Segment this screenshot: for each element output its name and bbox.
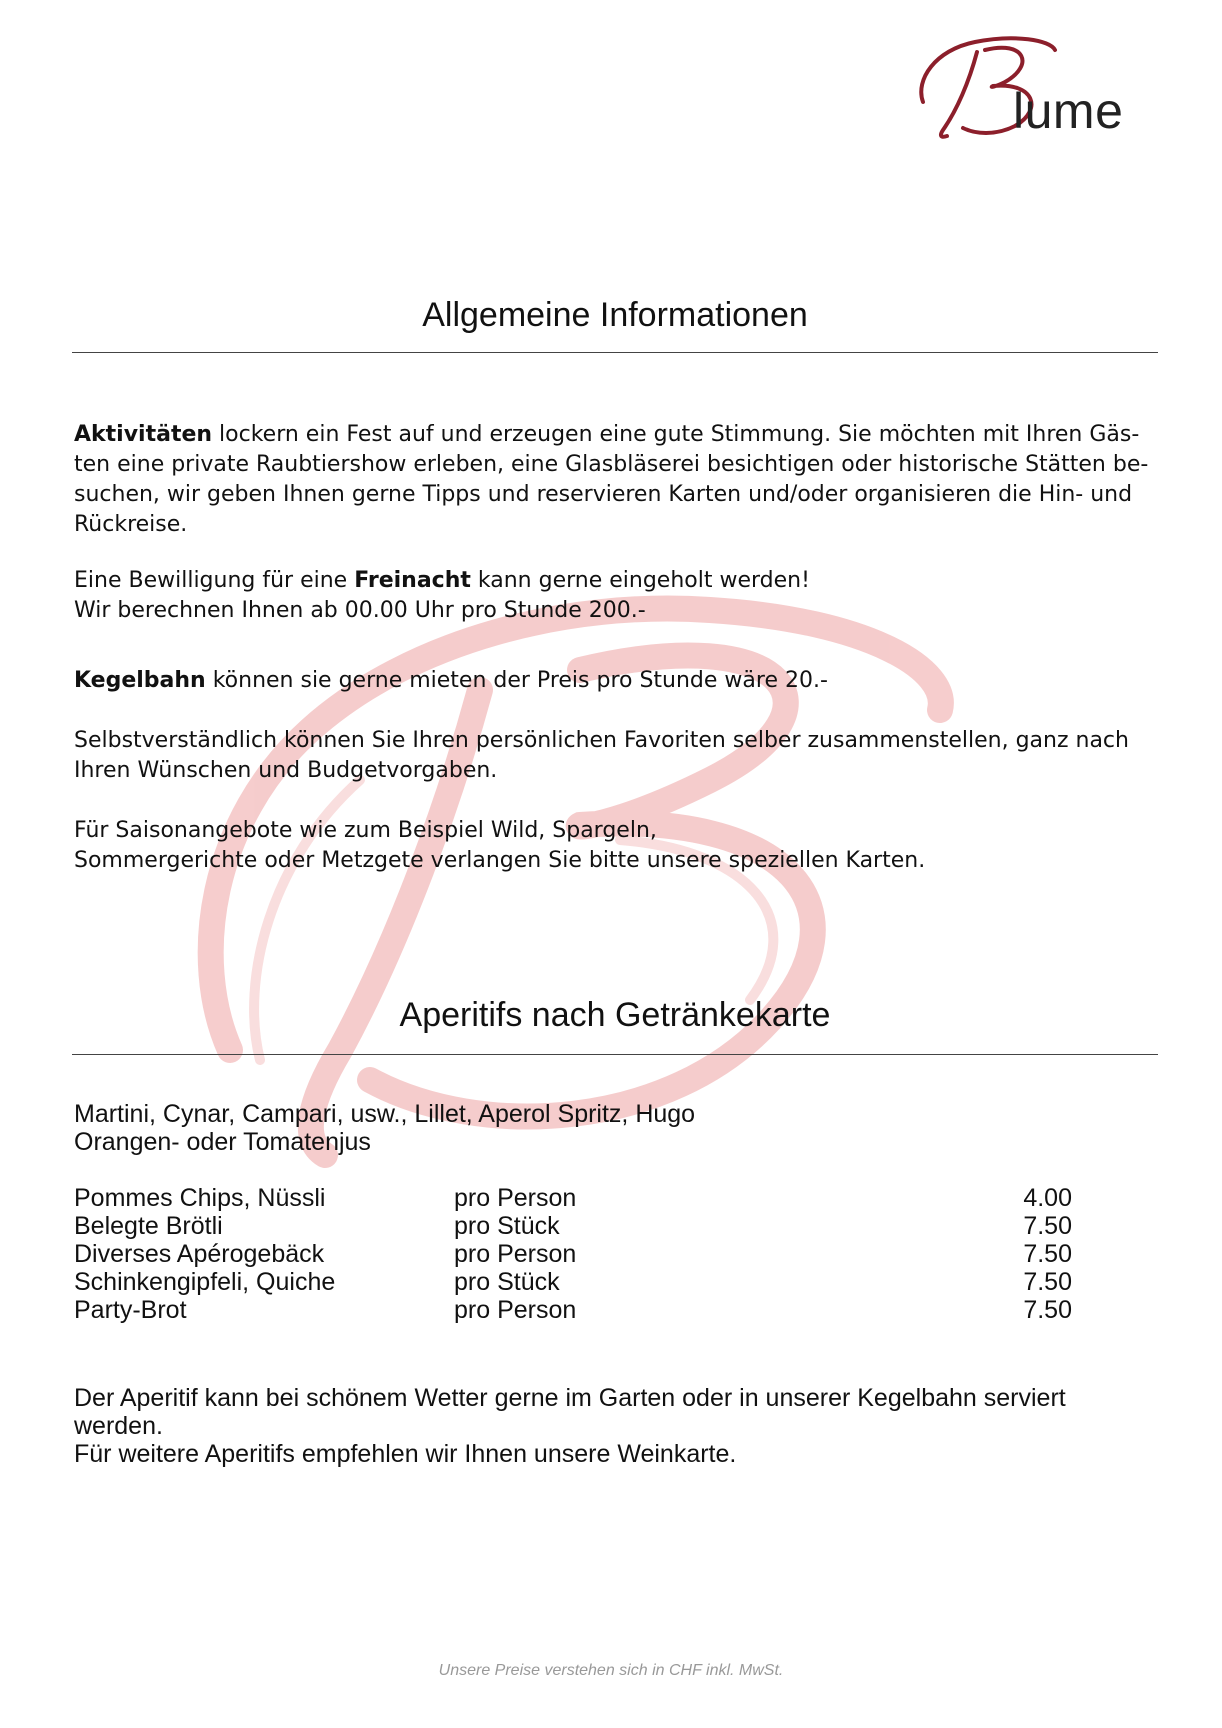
paragraph-line: Für Saisonangebote wie zum Beispiel Wild, Spargeln, <box>74 818 657 843</box>
aperitif-price-table <box>74 1184 1074 1324</box>
aperitif-note-garden: Der Aperitif kann bei schönem Wetter gerne im Garten oder in unserer Kegelbahn serviert werden. <box>74 1384 1066 1440</box>
price-footer-note: Unsere Preise verstehen sich in CHF inkl. MwSt. <box>438 1662 784 1679</box>
item-name: Party-Brot <box>74 1296 187 1324</box>
paragraph-line: Wir berechnen Ihnen ab 00.00 Uhr pro Stunde 200.- <box>74 598 646 623</box>
text-span: Eine Bewilligung für eine <box>74 568 355 593</box>
item-name: Belegte Brötli <box>74 1212 223 1240</box>
item-name: Diverses Apérogebäck <box>74 1240 325 1268</box>
kegelbahn-paragraph <box>74 666 1160 696</box>
paragraph-line: ten eine private Raubtiershow erleben, eine Glasbläserei besichtigen oder historische Stätten be- <box>74 452 1149 477</box>
item-name: Pommes Chips, Nüssli <box>74 1184 326 1212</box>
text-span: können sie gerne mieten der Preis pro Stunde wäre 20.- <box>205 668 828 693</box>
item-unit: pro Stück <box>454 1212 560 1240</box>
text-span: kann gerne eingeholt werden! <box>470 568 810 593</box>
kegelbahn-keyword: Kegelbahn <box>74 668 206 693</box>
item-price: 7.50 <box>1023 1212 1072 1240</box>
freinacht-paragraph <box>74 566 1160 626</box>
item-unit: pro Person <box>454 1240 577 1268</box>
freinacht-keyword: Freinacht <box>354 568 471 593</box>
item-price: 7.50 <box>1023 1240 1072 1268</box>
section-title-aperitifs: Aperitifs nach Getränkekarte <box>399 996 831 1034</box>
section-title-general-info: Allgemeine Informationen <box>422 296 808 334</box>
section-divider <box>72 352 1158 353</box>
paragraph-line: Ihren Wünschen und Budgetvorgaben. <box>74 758 498 783</box>
season-paragraph <box>74 816 1160 876</box>
item-unit: pro Stück <box>454 1268 560 1296</box>
table-row <box>74 1184 1074 1212</box>
brand-logo <box>905 30 1165 140</box>
item-price: 7.50 <box>1023 1296 1072 1324</box>
paragraph-line: suchen, wir geben Ihnen gerne Tipps und reservieren Karten und/oder organisieren die Hin- und <box>74 482 1133 507</box>
text-span: lockern ein Fest auf und erzeugen eine gute Stimmung. Sie möchten mit Ihren Gäs- <box>212 422 1140 447</box>
activities-paragraph <box>74 420 1160 540</box>
item-price: 7.50 <box>1023 1268 1072 1296</box>
paragraph-line: Rückreise. <box>74 512 188 537</box>
paragraph-line: Sommergerichte oder Metzgete verlangen Sie bitte unsere speziellen Karten. <box>74 848 926 873</box>
aperitif-note-wine: Für weitere Aperitifs empfehlen wir Ihnen unsere Weinkarte. <box>74 1440 737 1468</box>
aperitif-drinks <box>74 1100 1160 1156</box>
paragraph-line <box>74 666 1160 696</box>
drinks-line: Martini, Cynar, Campari, usw., Lillet, Aperol Spritz, Hugo <box>74 1100 696 1128</box>
paragraph-line <box>74 566 1160 596</box>
table-row <box>74 1296 1074 1324</box>
section-divider <box>72 1054 1158 1055</box>
drinks-line: Orangen- oder Tomatenjus <box>74 1128 371 1156</box>
item-unit: pro Person <box>454 1184 577 1212</box>
table-row <box>74 1212 1074 1240</box>
logo-text: lume <box>1013 83 1124 139</box>
table-row <box>74 1268 1074 1296</box>
item-price: 4.00 <box>1023 1184 1072 1212</box>
item-unit: pro Person <box>454 1296 577 1324</box>
paragraph-line <box>74 420 1160 450</box>
item-name: Schinkengipfeli, Quiche <box>74 1268 336 1296</box>
favorites-paragraph <box>74 726 1160 786</box>
activities-keyword: Aktivitäten <box>74 422 213 447</box>
paragraph-line: Selbstverständlich können Sie Ihren persönlichen Favoriten selber zusammenstellen, ganz nach <box>74 728 1129 753</box>
table-row <box>74 1240 1074 1268</box>
